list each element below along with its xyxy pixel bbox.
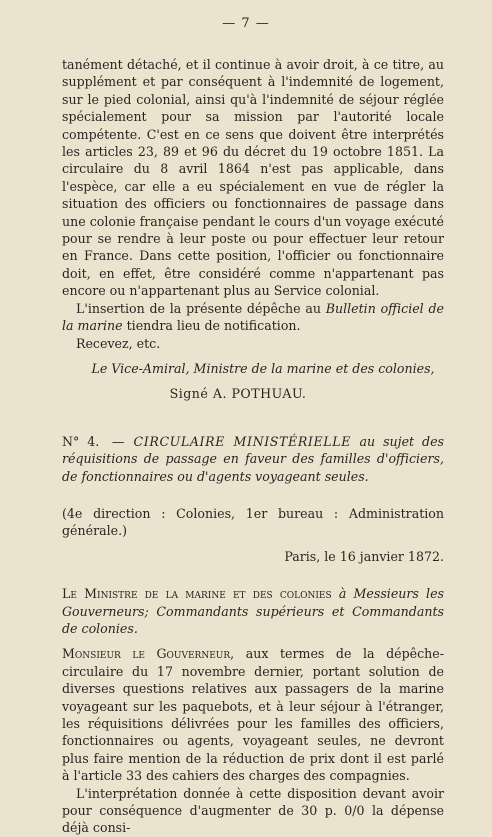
- page-content: [62, 56, 444, 837]
- addressee-minister: Le Ministre de la marine et des colonies: [62, 586, 332, 602]
- signature-line: Signé A. POTHUAU.: [169, 386, 307, 402]
- dateline: Paris, le 16 janvier 1872.: [284, 548, 444, 564]
- paragraph-continued: tanément détaché, et il continue à avoir droit, à ce titre, au supplément et par conséquent à l'indemnité de logement, sur le pied colonial, ainsi qu'à l'indemnité de séjour réglée spécialement pour sa mission par l'autorité locale compétente. C'est en ce sens que doivent être interprétés les articles 23, 89 et 96 du décret du 19 octobre 1851. La circulaire du 8 avril 1864 n'est pas applicable, dans l'espèce, car elle a eu spécialement en vue de régler la situation des officiers ou fonctionnaires de passage dans une colonie française pendant le cours d'un voyage exécuté pour se rendre à leur poste ou pour effectuer leur retour en France. Dans cette position, l'officier ou fonctionnaire doit, en effet, être considéré comme n'appartenant pas encore ou n'appartenant plus au Service colonial.: [62, 57, 444, 299]
- signatory-title: Le Vice-Amiral, Ministre de la marine et des colonies,: [91, 360, 435, 376]
- addressee-recipients: à Messieurs les Gouverneurs; Commandants supérieurs et Commandants de colonies.: [62, 586, 444, 636]
- main-text: aux termes de la dépêche-circulaire du 17 novembre dernier, portant solution de diverses questions relatives aux passagers de la marine voyageant sur les paquebots, et à leur séjour à l'étranger, les réquisitions délivrées pour les familles des officiers, fonctionnaires ou agents, voyageant seules, ne devront plus faire mention de la réduction de prix dont il est parlé à l'article 33 des cahiers des charges des compagnies.: [62, 646, 444, 784]
- circular-subject: au sujet des réquisitions de passage en faveur des familles d'officiers, de fonctionnaires ou d'agents voyageant seules.: [62, 433, 444, 484]
- paragraph-insertion: [62, 300, 444, 335]
- circular-title: — CIRCULAIRE MINISTÉRIELLE: [103, 433, 360, 449]
- insertion-text-start: L'insertion de la présente dépêche au: [76, 300, 326, 316]
- paragraph-main: [62, 645, 444, 784]
- insertion-text-end: tiendra lieu de notification.: [122, 318, 301, 334]
- direction-line: (4e direction : Colonies, 1er bureau : Administration générale.): [62, 505, 444, 539]
- paragraph-final: L'interprétation donnée à cette disposition devant avoir pour conséquence d'augmenter de 30 p. 0/0 la dépense déjà consi-: [62, 785, 444, 836]
- closing-formula: Recevez, etc.: [76, 335, 161, 351]
- circular-number: N° 4.: [62, 433, 100, 449]
- salutation: Monsieur le Gouverneur,: [62, 646, 235, 662]
- addressee: [62, 585, 444, 637]
- bulletin-title: Bulletin officiel de la marine: [62, 300, 444, 334]
- page-number: — 7 —: [222, 16, 270, 31]
- circular-heading: [62, 433, 444, 485]
